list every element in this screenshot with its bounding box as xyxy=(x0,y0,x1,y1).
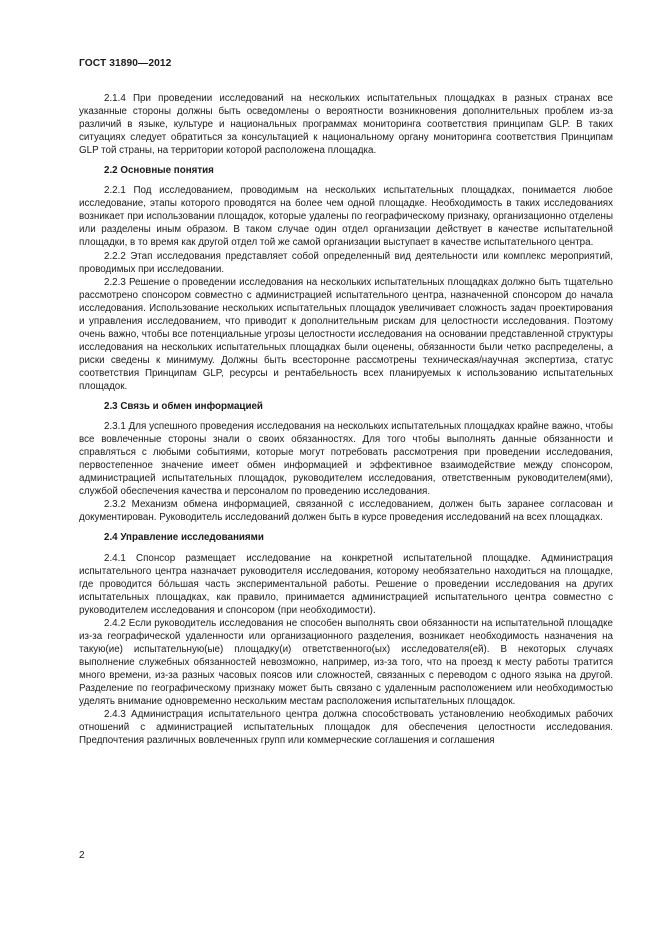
document-header: ГОСТ 31890—2012 xyxy=(79,58,172,69)
section-heading-2-2: 2.2 Основные понятия xyxy=(104,165,214,177)
page-number: 2 xyxy=(79,850,85,861)
paragraph-2-2-2: 2.2.2 Этап исследования представляет собой определенный вид деятельности или комплекс мероприятий, проводимых при исследовании. xyxy=(79,250,613,275)
paragraph-2-3-1: 2.3.1 Для успешного проведения исследования на нескольких испытательных площадках крайне важно, чтобы все вовлеченные стороны знали о своих обязанностях. Для того чтобы выполнять данные обязанности и справляться с любыми событиями, которые могут потребовать рассмотрения при проведении исследования, первостепенное значение имеет обмен информацией и эффективное взаимодействие между спонсором, администрацией испытательных площадок, руководителем исследования, ответственным руководителем(ями), службой обеспечения качества и персоналом по проведению исследования. xyxy=(79,421,613,498)
paragraph-2-3-2: 2.3.2 Механизм обмена информацией, связанной с исследованием, должен быть заранее согласован и документирован. Руководитель исследований должен быть в курсе проведения исследований на всех площадках. xyxy=(79,499,613,524)
paragraph-2-4-2: 2.4.2 Если руководитель исследования не способен выполнять свои обязанности на испытательной площадке из-за географической удаленности или организационного разделения, возникает необходимость назначения на такую(ие) испытательную(ые) площадку(и) ответственного(ых) исследователя(ей). В некоторых случаях выполнение служебных обязанностей невозможно, например, из-за того, что на проезд к месту работы тратится много времени, из-за разных часовых поясов или сложностей, связанных с переводом с одного языка на другой. Разделение по географическому признаку может быть связано с удаленным расположением или необходимостью уделять внимание одновременно нескольким местам расположения испытательных площадок. xyxy=(79,617,613,708)
paragraph-2-1-4: 2.1.4 При проведении исследований на нескольких испытательных площадках в разных странах все указанные стороны должны быть осведомлены о вероятности возникновения дополнительных проблем из-за различий в языке, культуре и национальных программах мониторинга соответствия принципам GLP. В таких ситуациях следует обратиться за консультацией к национальному органу мониторинга соответствия Принципам GLP той страны, на территории которой расположена площадка. xyxy=(79,93,613,157)
document-body xyxy=(79,92,613,747)
paragraph-2-2-3: 2.2.3 Решение о проведении исследования на нескольких испытательных площадках должно быть тщательно рассмотрено спонсором совместно с администрацией испытательного центра, назначенной спонсором до начала исследования. Использование нескольких испытательных площадок увеличивает сложность задач проектирования и управления исследованием, что приводит к дополнительным рискам для целостности исследования. Поэтому очень важно, чтобы все потенциальные угрозы целостности исследования на основании представленной структуры исследования на нескольких испытательных площадках были оценены, обязанности были четко распределены, а риски сведены к минимуму. Должны быть всесторонне рассмотрены техническая/научная экспертиза, статус соответствия Принципам GLP, ресурсы и рентабельность всех планируемых к использованию испытательных площадок. xyxy=(79,276,613,392)
paragraph-2-2-1: 2.2.1 Под исследованием, проводимым на нескольких испытательных площадках, понимается любое исследование, этапы которого проводятся на более чем одной площадке. Необходимость в таких исследованиях возникает при использовании площадок, которые удалены по географическому признаку, организационно отделены или разделены иным образом. В таком случае один отдел организации действует в качестве испытательной площадки, в то время как другой отдел той же самой организации выступает в качестве испытательного центра. xyxy=(79,185,613,249)
section-heading-2-3: 2.3 Связь и обмен информацией xyxy=(104,401,263,413)
paragraph-2-4-3: 2.4.3 Администрация испытательного центра должна способствовать установлению необходимых рабочих отношений с администрацией испытательных площадок для обеспечения целостности исследования. Предпочтения различных вовлеченных групп или коммерческие соглашения и соглашения xyxy=(79,709,613,747)
section-heading-2-4: 2.4 Управление исследованиями xyxy=(104,532,264,544)
paragraph-2-4-1: 2.4.1 Спонсор размещает исследование на конкретной испытательной площадке. Администрация испытательного центра назначает руководителя исследования, которому необязательно находиться на площадке, где проводится бо́льшая часть экспериментальной работы. Решение о проведении исследования на других испытательных площадках, как правило, принимается администрацией испытательного центра совместно с руководителем исследования и спонсором (при необходимости). xyxy=(79,552,613,616)
